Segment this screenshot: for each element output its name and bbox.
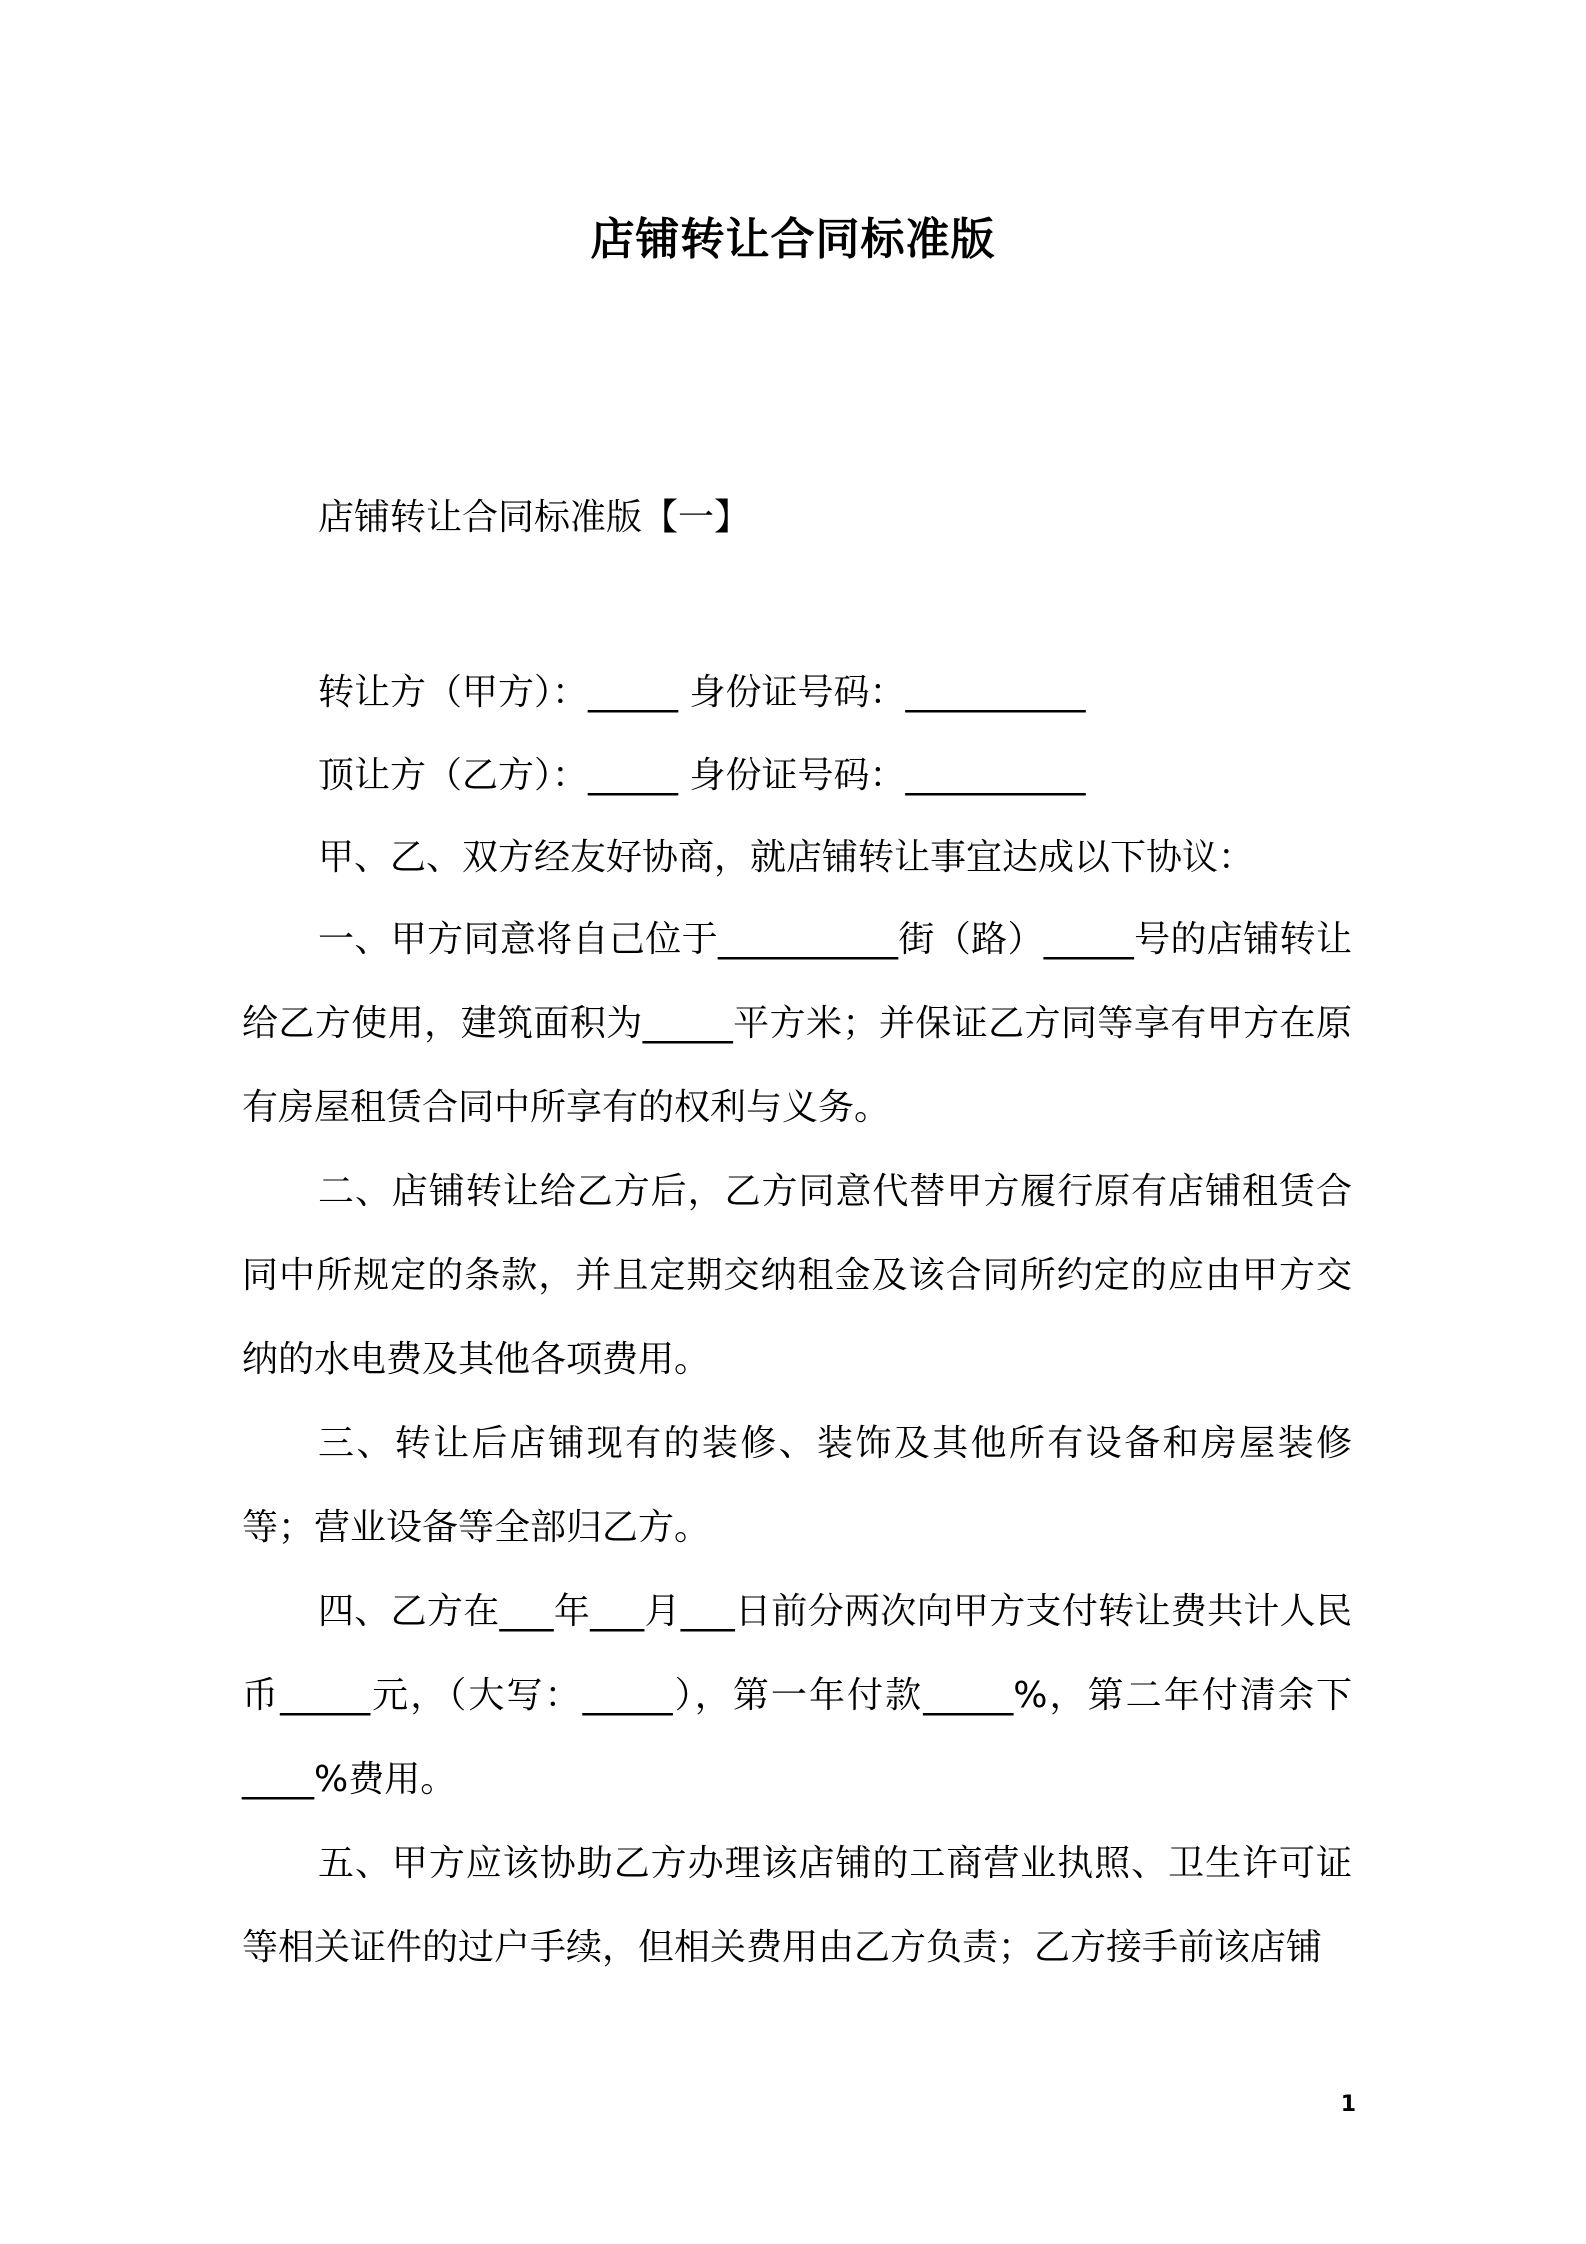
clauses-body <box>242 898 1352 1990</box>
clause-4: 四、乙方在___年___月___日前分两次向甲方支付转让费共计人民币_____元，（大写：_____），第一年付款_____%，第二年付清余下____%费用。 <box>242 1591 1352 1800</box>
clause-3: 三、转让后店铺现有的装修、装饰及其他所有设备和房屋装修等；营业设备等全部归乙方。 <box>242 1423 1352 1548</box>
transferee-line: 顶让方（乙方）：_____ 身份证号码：__________ <box>318 755 1086 796</box>
document-subtitle: 店铺转让合同标准版【一】 <box>318 497 751 538</box>
transferor-line: 转让方（甲方）：_____ 身份证号码：__________ <box>318 672 1086 713</box>
clause-5: 五、甲方应该协助乙方办理该店铺的工商营业执照、卫生许可证等相关证件的过户手续，但相关费用由乙方负责；乙方接手前该店铺 <box>242 1843 1352 1968</box>
clause-2: 二、店铺转让给乙方后，乙方同意代替甲方履行原有店铺租赁合同中所规定的条款，并且定期交纳租金及该合同所约定的应由甲方交纳的水电费及其他各项费用。 <box>242 1171 1352 1380</box>
document-title: 店铺转让合同标准版 <box>590 214 996 265</box>
agreement-intro: 甲、乙、双方经友好协商，就店铺转让事宜达成以下协议： <box>318 837 1255 878</box>
clause-1: 一、甲方同意将自己位于__________街（路）_____号的店铺转让给乙方使用，建筑面积为_____平方米；并保证乙方同等享有甲方在原有房屋租赁合同中所享有的权利与义务。 <box>242 919 1352 1128</box>
page-number: 1 <box>1340 2092 1356 2117</box>
